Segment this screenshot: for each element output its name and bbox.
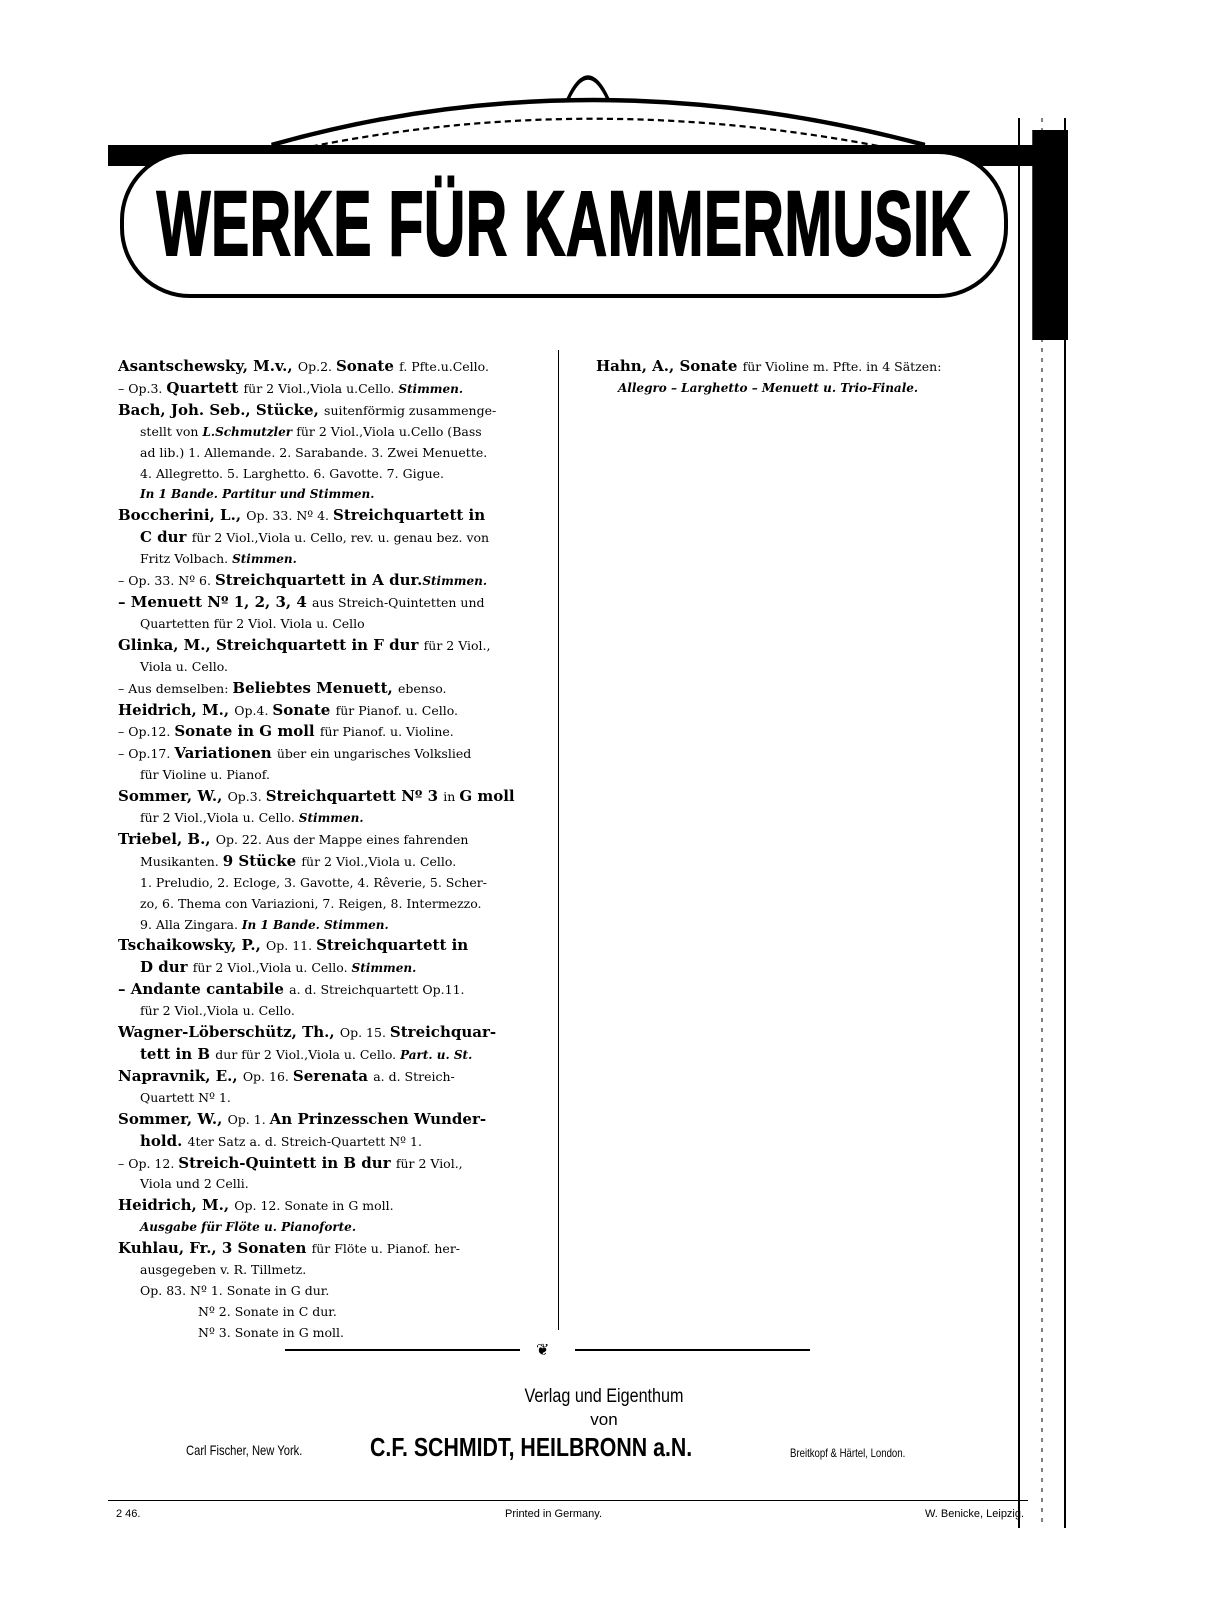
catalogue-line xyxy=(118,570,558,592)
catalogue-text: Tschaikowsky, P., xyxy=(118,936,267,955)
catalogue-text: Quartett xyxy=(166,378,244,397)
catalogue-line xyxy=(118,1088,558,1109)
catalogue-text: Heidrich, M., xyxy=(118,700,235,719)
page-title: WERKE FÜR KAMMERMUSIK xyxy=(156,172,972,275)
catalogue-line xyxy=(118,765,558,786)
catalogue-text: Op. 16. xyxy=(242,1068,293,1084)
catalogue-text: Stimmen. xyxy=(232,552,297,567)
catalogue-text: Bach, Joh. Seb., Stücke, xyxy=(118,400,325,419)
catalogue-line xyxy=(118,1131,558,1153)
catalogue-text: 4ter Satz a. d. Streich-Quartett Nº 1. xyxy=(187,1133,422,1149)
catalogue-line xyxy=(118,808,558,829)
catalogue-line xyxy=(118,1217,558,1238)
catalogue-line xyxy=(118,1022,558,1044)
catalogue-text: für Violine u. Pianof. xyxy=(140,767,270,783)
title-cartouche xyxy=(120,150,1008,298)
catalogue-text: Op. 12. Sonate in G moll. xyxy=(234,1198,394,1214)
catalogue-text: – Aus demselben: xyxy=(118,680,233,696)
catalogue-text: Heidrich, M., xyxy=(118,1196,235,1215)
catalogue-text: für 2 Viol.,Viola u. Cello. xyxy=(140,1003,295,1019)
catalogue-line xyxy=(118,851,558,873)
catalogue-line xyxy=(118,614,558,635)
catalogue-text: Asantschewsky, M.v., xyxy=(118,357,298,375)
catalogue-line xyxy=(118,829,558,851)
catalogue-text: – Andante cantabile xyxy=(118,980,290,999)
catalogue-text: Op. 15. xyxy=(339,1025,390,1041)
catalogue-text: D dur xyxy=(140,958,193,977)
catalogue-text: Streichquartett in A dur. xyxy=(214,571,423,590)
catalogue-line xyxy=(118,356,558,378)
catalogue-text: Sommer, W., xyxy=(118,1109,228,1128)
catalogue-text: Stimmen. xyxy=(298,811,364,826)
catalogue-text: f. Pfte.u.Cello. xyxy=(399,359,489,374)
ornament-rule-right xyxy=(575,1349,810,1351)
catalogue-text: für 2 Viol.,Viola u. Cello, rev. u. genau bez. von xyxy=(191,530,490,546)
catalogue-line xyxy=(596,378,1016,399)
catalogue-text: stellt von xyxy=(140,423,203,439)
catalogue-text: – Op.12. xyxy=(118,724,175,740)
catalogue-text: Op. 11. xyxy=(266,938,317,954)
catalogue-text: Streich-Quintett in B dur xyxy=(178,1153,396,1172)
catalogue-line xyxy=(118,979,558,1001)
catalogue-text: C dur xyxy=(140,528,192,547)
catalogue-line xyxy=(118,443,558,464)
catalogue-text: für 2 Viol., xyxy=(423,637,491,653)
catalogue-text: Sonate xyxy=(335,357,400,375)
catalogue-text: tett in B xyxy=(140,1045,216,1063)
left-catalogue-column xyxy=(118,356,558,1344)
catalogue-line xyxy=(118,678,558,700)
catalogue-line xyxy=(118,527,558,549)
catalogue-text: über ein ungarisches Volkslied xyxy=(276,746,472,762)
catalogue-text: Streichquar- xyxy=(389,1023,497,1042)
catalogue-text: Fritz Volbach. xyxy=(140,551,233,567)
catalogue-text: Ausgabe für Flöte u. Pianoforte. xyxy=(140,1220,356,1235)
catalogue-line xyxy=(118,894,558,915)
catalogue-line xyxy=(118,935,558,957)
catalogue-text: a. d. Streichquartett Op.11. xyxy=(289,982,465,998)
catalogue-line xyxy=(118,422,558,443)
catalogue-line xyxy=(118,1323,558,1344)
catalogue-text: 1. Preludio, 2. Ecloge, 3. Gavotte, 4. Rêverie, 5. Scher- xyxy=(140,874,488,890)
fleuron-ornament: ❦ xyxy=(536,1340,550,1359)
catalogue-text: Hahn, A., Sonate xyxy=(596,357,743,375)
catalogue-text: Musikanten. xyxy=(140,853,223,869)
catalogue-line xyxy=(118,1260,558,1281)
catalogue-text: Serenata xyxy=(292,1066,374,1085)
catalogue-line xyxy=(118,721,558,743)
catalogue-line xyxy=(118,786,558,808)
agent-new-york: Carl Fischer, New York. xyxy=(186,1442,303,1458)
chain-ornament xyxy=(1020,118,1064,1528)
catalogue-line xyxy=(118,1153,558,1175)
catalogue-line xyxy=(596,356,1016,378)
catalogue-text: Stimmen. xyxy=(398,381,464,396)
catalogue-text: für 2 Viol.,Viola u.Cello. xyxy=(243,380,399,396)
catalogue-line xyxy=(118,1066,558,1088)
catalogue-line xyxy=(118,1109,558,1131)
catalogue-text: dur für 2 Viol.,Viola u. Cello. xyxy=(215,1047,401,1062)
catalogue-text: Boccherini, L., xyxy=(118,506,247,525)
catalogue-text: Allegro – Larghetto – Menuett u. Trio-Finale. xyxy=(618,380,919,395)
catalogue-text: Sonate in G moll xyxy=(174,722,320,741)
catalogue-text: Nº 3. Sonate in G moll. xyxy=(198,1324,345,1340)
catalogue-text: Nº 2. Sonate in C dur. xyxy=(198,1303,337,1319)
plate-number: 2 46. xyxy=(116,1508,141,1520)
catalogue-line xyxy=(118,1001,558,1022)
catalogue-line xyxy=(118,1044,558,1066)
catalogue-text: suitenförmig zusammenge- xyxy=(324,402,497,418)
ornament-rule-left xyxy=(285,1349,520,1351)
catalogue-text: Quartetten für 2 Viol. Viola u. Cello xyxy=(140,615,365,631)
catalogue-line xyxy=(118,1302,558,1323)
catalogue-text: Op.3. xyxy=(227,789,266,805)
catalogue-text: Sonate xyxy=(272,700,336,719)
catalogue-text: Op.2. xyxy=(297,359,336,374)
catalogue-text: 9. Alla Zingara. xyxy=(140,916,242,932)
catalogue-text: In 1 Bande. Partitur und Stimmen. xyxy=(140,487,375,502)
footer-rule xyxy=(108,1500,1028,1501)
publisher-line2: von xyxy=(590,1410,618,1429)
catalogue-line xyxy=(118,484,558,505)
catalogue-text: Viola und 2 Celli. xyxy=(140,1176,249,1192)
catalogue-text: ad lib.) 1. Allemande. 2. Sarabande. 3. Zwei Menuette. xyxy=(140,444,488,460)
catalogue-text: für Pianof. u. Cello. xyxy=(335,702,458,718)
catalogue-text: Viola u. Cello. xyxy=(140,658,228,674)
catalogue-text: Streichquartett in xyxy=(333,506,486,525)
catalogue-text: Sommer, W., xyxy=(118,787,228,806)
catalogue-text: Beliebtes Menuett, xyxy=(232,678,398,697)
catalogue-text: L.Schmutzler xyxy=(202,424,297,439)
catalogue-text: für 2 Viol.,Viola u. Cello. xyxy=(140,810,299,826)
catalogue-text: Glinka, M., Streichquartett in F dur xyxy=(118,635,424,654)
catalogue-text: 4. Allegretto. 5. Larghetto. 6. Gavotte. 7. Gigue. xyxy=(140,465,444,481)
catalogue-text: – Op.17. xyxy=(118,746,175,762)
catalogue-text: für 2 Viol.,Viola u. Cello. xyxy=(301,853,457,869)
catalogue-text: Quartett Nº 1. xyxy=(140,1089,231,1105)
catalogue-text: ebenso. xyxy=(397,680,447,696)
catalogue-line xyxy=(118,915,558,936)
catalogue-text: Kuhlau, Fr., 3 Sonaten xyxy=(118,1239,312,1258)
catalogue-text: Streichquartett in xyxy=(316,936,469,955)
catalogue-line xyxy=(118,657,558,678)
catalogue-text: a. d. Streich- xyxy=(373,1068,455,1084)
catalogue-line xyxy=(118,873,558,894)
catalogue-line xyxy=(118,700,558,722)
catalogue-text: zo, 6. Thema con Variazioni, 7. Reigen, 8. Intermezzo. xyxy=(140,895,482,911)
catalogue-line xyxy=(118,378,558,400)
catalogue-text: Op. 1. xyxy=(227,1111,270,1127)
catalogue-text: – Op. 33. Nº 6. xyxy=(118,573,215,589)
catalogue-text: In 1 Bande. Stimmen. xyxy=(241,917,389,932)
catalogue-text: – Menuett Nº 1, 2, 3, 4 xyxy=(118,592,313,611)
catalogue-text: Op. 33. Nº 4. xyxy=(246,508,334,524)
catalogue-text: An Prinzesschen Wunder- xyxy=(269,1109,487,1128)
catalogue-text: für Violine m. Pfte. in 4 Sätzen: xyxy=(742,359,942,374)
right-catalogue-column xyxy=(596,356,1016,399)
catalogue-text: Op. 83. Nº 1. Sonate in G dur. xyxy=(140,1282,330,1298)
catalogue-text: ausgegeben v. R. Tillmetz. xyxy=(140,1262,307,1278)
catalogue-line xyxy=(118,400,558,422)
catalogue-line xyxy=(118,505,558,527)
catalogue-text: Stimmen. xyxy=(351,961,417,976)
column-divider xyxy=(558,350,559,1330)
catalogue-line xyxy=(118,464,558,485)
catalogue-line xyxy=(118,592,558,614)
catalogue-line xyxy=(118,957,558,979)
ornamental-side-border xyxy=(1018,118,1066,1528)
catalogue-line xyxy=(118,1281,558,1302)
catalogue-text: – Op. 12. xyxy=(118,1155,179,1171)
catalogue-line xyxy=(118,743,558,765)
catalogue-text: G moll xyxy=(459,787,515,806)
catalogue-text: in xyxy=(443,789,460,805)
catalogue-text: Variationen xyxy=(174,744,277,763)
catalogue-line xyxy=(118,635,558,657)
catalogue-line xyxy=(118,1174,558,1195)
catalogue-text: Part. u. St. xyxy=(400,1048,473,1062)
catalogue-text: für 2 Viol.,Viola u. Cello. xyxy=(192,960,352,976)
catalogue-text: Stimmen. xyxy=(422,574,488,589)
catalogue-text: Op.4. xyxy=(234,702,273,718)
catalogue-text: hold. xyxy=(140,1131,188,1150)
engraver: W. Benicke, Leipzig. xyxy=(925,1508,1025,1520)
catalogue-text: für 2 Viol., xyxy=(395,1155,463,1171)
printed-in: Printed in Germany. xyxy=(505,1508,603,1520)
catalogue-text: für Flöte u. Pianof. her- xyxy=(311,1241,461,1257)
catalogue-text: Streichquartett Nº 3 xyxy=(265,787,444,806)
catalogue-text: für Pianof. u. Violine. xyxy=(319,724,454,740)
catalogue-text: für 2 Viol.,Viola u.Cello (Bass xyxy=(296,423,482,439)
catalogue-text: Op. 22. Aus der Mappe eines fahrenden xyxy=(215,831,469,847)
publisher-name: C.F. SCHMIDT, HEILBRONN a.N. xyxy=(370,1432,693,1462)
catalogue-line xyxy=(118,549,558,570)
catalogue-text: Triebel, B., xyxy=(118,829,216,848)
catalogue-text: – Op.3. xyxy=(118,380,167,396)
catalogue-text: Napravnik, E., xyxy=(118,1066,243,1085)
catalogue-line xyxy=(118,1238,558,1260)
catalogue-text: Wagner-Löberschütz, Th., xyxy=(118,1023,340,1042)
catalogue-line xyxy=(118,1195,558,1217)
publisher-line1: Verlag und Eigenthum xyxy=(524,1386,684,1407)
agent-london: Breitkopf & Härtel, London. xyxy=(790,1446,906,1460)
catalogue-text: 9 Stücke xyxy=(222,851,302,870)
catalogue-text: aus Streich-Quintetten und xyxy=(312,594,485,610)
